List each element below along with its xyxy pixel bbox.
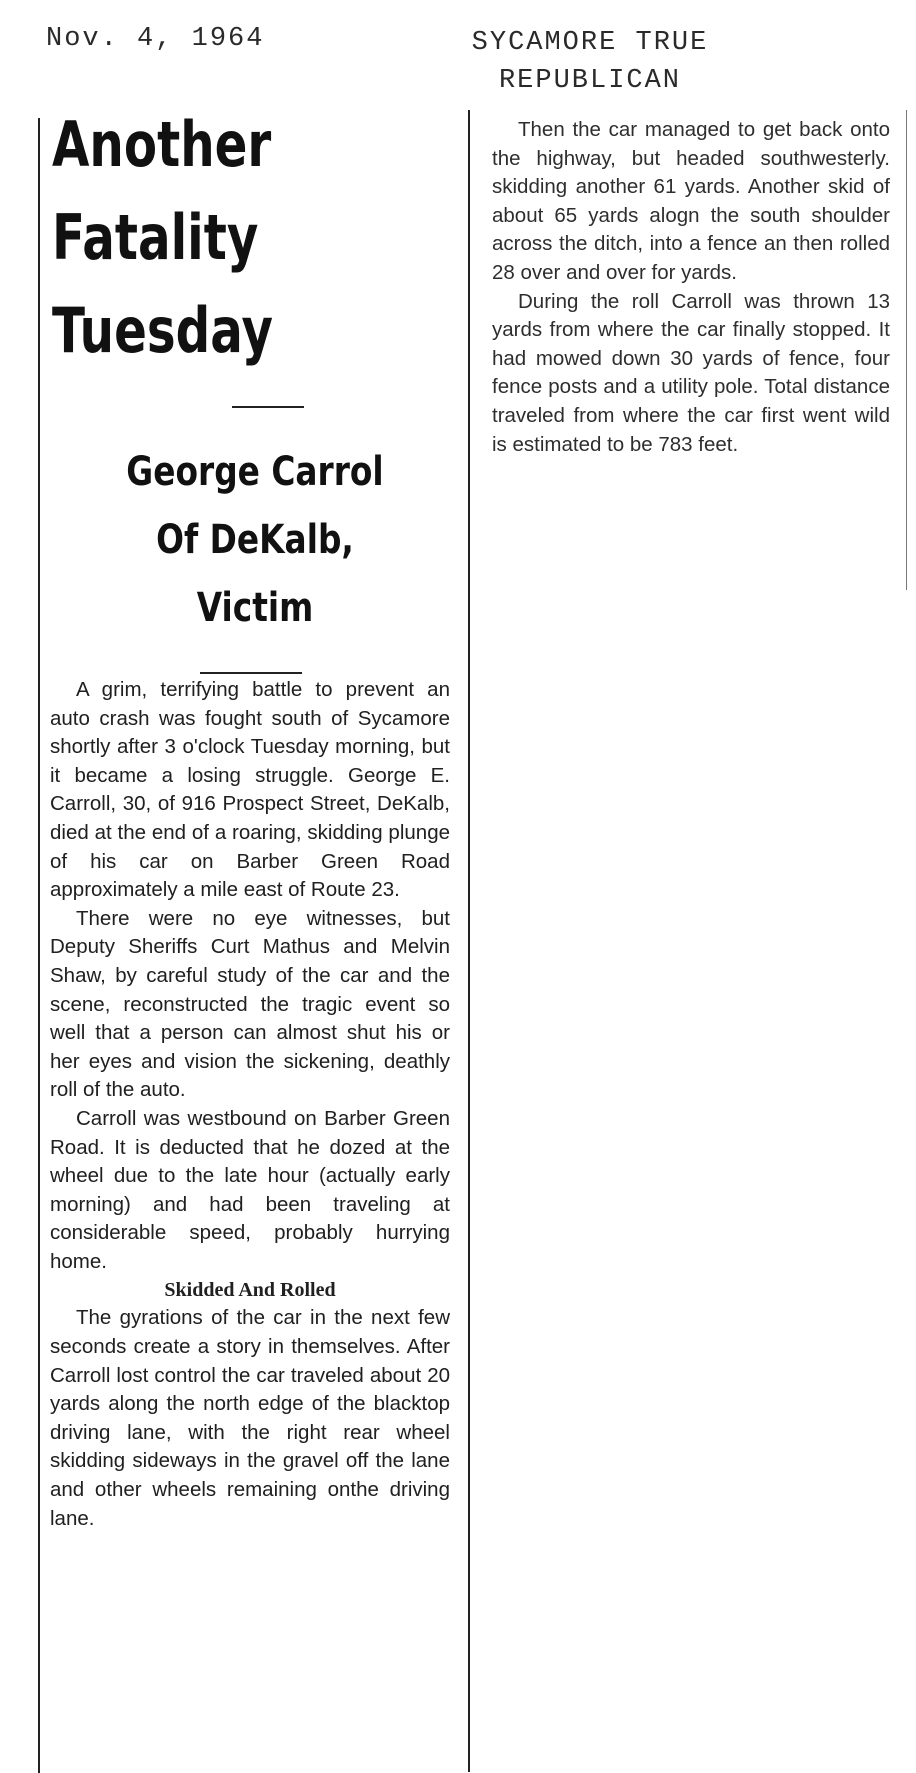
article-paragraph-6: During the roll Carroll was thrown 13 yards from where the car finally stopped. It had mowed down 30 yards of fence, four fence posts and a utility pole. Total distance traveled from where the car first went wild is estimated to be 783 feet. [492, 289, 890, 456]
deck-line-2: Of DeKalb, [156, 517, 354, 563]
deck-line-1: George Carrol [126, 449, 384, 495]
headline-separator [232, 406, 304, 408]
article-paragraph-3: Carroll was westbound on Barber Green Road. It is deducted that he dozed at the wheel due to the late hour (actually early morning) and had been traveling at considerable speed, probably hurrying home. [50, 1106, 450, 1273]
article-paragraph-4: The gyrations of the car in the next few seconds create a story in themselves. After Carroll lost control the car traveled about 20 yards along the north edge of the blacktop driving lane, with the right rear wheel skidding sideways in the gravel off the lane and other wheels remaining onthe driving lane. [50, 1306, 450, 1530]
article-column-left [50, 676, 450, 1533]
article-column-right [492, 116, 890, 459]
column-divider-rule [468, 110, 470, 1772]
deck-line-3: Victim [196, 585, 314, 631]
article-paragraph-2: There were no eye witnesses, but Deputy Sheriffs Curt Mathus and Melvin Shaw, by careful study of the car and the scene, reconstructed the tragic event so well that a person can almost shut his or her eyes and vision the sickening, deathly roll of the auto. [50, 906, 450, 1102]
headline-line-1: Another [52, 108, 272, 181]
article-paragraph-1: A grim, terrifying battle to prevent an auto crash was fought south of Sycamore shortly after 3 o'clock Tuesday morning, but it became a losing struggle. George E. Carroll, 30, of 916 Prospect Street, DeKalb, died at the end of a roaring, skidding plunge of his car on Barber Green Road approximately a mile east of Route 23. [50, 678, 450, 902]
section-subhead: Skidded And Rolled [164, 1279, 336, 1302]
article-paragraph-5: Then the car managed to get back onto the highway, but headed southwesterly. skidding another 61 yards. Another skid of about 65 yards alogn the south shoulder across the ditch, into a fence an then rolled 28 over and over for yards. [492, 118, 890, 284]
deck-separator [200, 672, 302, 674]
newspaper-name-line2: REPUBLICAN [498, 66, 682, 96]
headline-line-2: Fatality [52, 201, 259, 274]
newspaper-name [420, 24, 760, 100]
newspaper-name-line1: SYCAMORE TRUE [471, 28, 709, 58]
headline [52, 98, 333, 377]
right-column-rule [906, 110, 907, 590]
clipping-date: Nov. 4, 1964 [46, 24, 265, 54]
subheadline-deck [70, 438, 440, 642]
headline-line-3: Tuesday [52, 294, 273, 367]
left-column-rule [38, 118, 40, 1773]
